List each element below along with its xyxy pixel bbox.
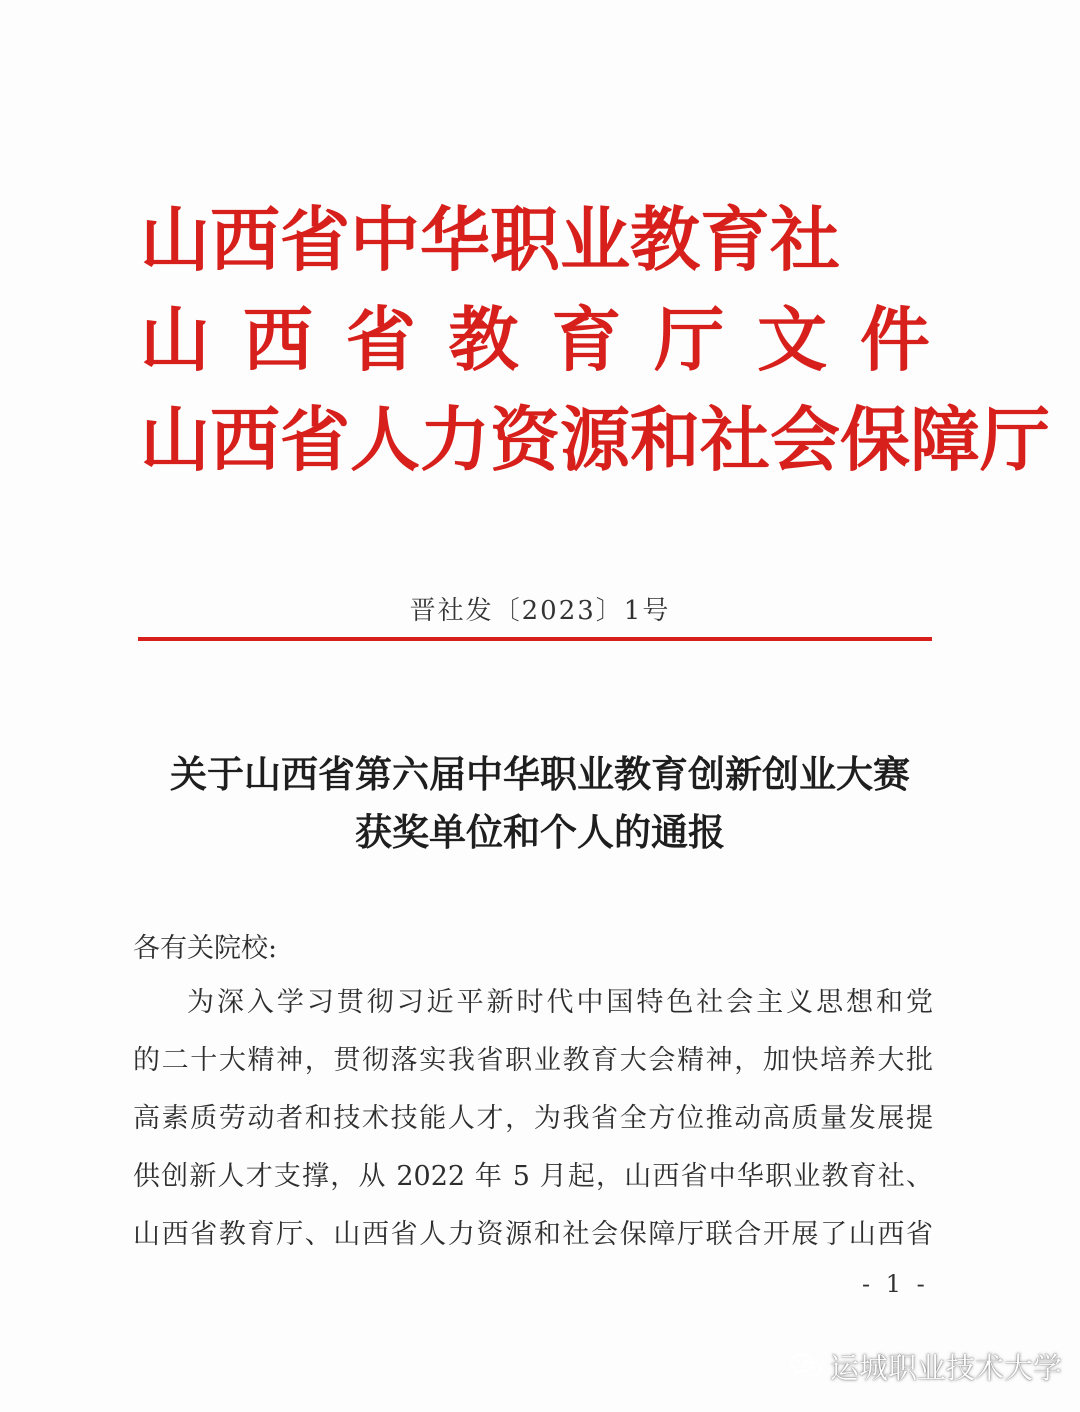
letterhead-char: 省: [345, 299, 416, 381]
page-number: - 1 -: [862, 1270, 929, 1298]
letterhead-char: 资: [490, 399, 560, 481]
letterhead-line-1: [140, 190, 840, 290]
wechat-icon: [790, 1352, 822, 1380]
salutation: 各有关院校:: [133, 933, 278, 964]
letterhead-char: 文: [757, 299, 828, 381]
letterhead-char: 会: [770, 399, 840, 481]
letterhead-char: 保: [840, 399, 910, 481]
letterhead-char: 西: [242, 299, 313, 381]
letterhead-char: 源: [560, 399, 630, 481]
body-paragraph: [133, 980, 933, 1270]
letterhead-char: 职: [490, 199, 560, 281]
title-line-1: 关于山西省第六届中华职业教育创新创业大赛: [170, 752, 910, 796]
letterhead-char: 障: [910, 399, 980, 481]
letterhead-char: 业: [560, 199, 630, 281]
body-line: 供创新人才支撑，从 2022 年 5 月起，山西省中华职业教育社、: [133, 1161, 933, 1192]
letterhead-char: 力: [420, 399, 490, 481]
letterhead-char: 山: [140, 299, 210, 381]
body-line: 高素质劳动者和技术技能人才，为我省全方位推动高质量发展提: [133, 1103, 933, 1134]
letterhead-char: 中: [350, 199, 420, 281]
letterhead-char: 西: [210, 399, 280, 481]
letterhead-char: 山: [140, 199, 210, 281]
letterhead-char: 育: [551, 299, 622, 381]
letterhead-char: 教: [630, 199, 700, 281]
letterhead-char: 育: [700, 199, 770, 281]
document-title: [0, 745, 1080, 861]
letterhead-line-2: [140, 290, 930, 390]
letterhead-char: 西: [210, 199, 280, 281]
letterhead-char: 和: [630, 399, 700, 481]
letterhead-char: 社: [770, 199, 840, 281]
letterhead-line-3: [140, 390, 1050, 490]
watermark: [790, 1346, 1062, 1386]
watermark-text: 运城职业技术大学: [830, 1350, 1063, 1385]
title-line-2: 获奖单位和个人的通报: [355, 810, 725, 854]
letterhead-char: 厅: [980, 399, 1050, 481]
body-line: 为深入学习贯彻习近平新时代中国特色社会主义思想和党: [187, 987, 933, 1018]
letterhead-char: 省: [280, 199, 350, 281]
letterhead-char: 人: [350, 399, 420, 481]
letterhead-char: 教: [448, 299, 519, 381]
letterhead: [140, 190, 1050, 490]
letterhead-char: 华: [420, 199, 490, 281]
letterhead-char: 厅: [654, 299, 725, 381]
document-number: 晋社发〔2023〕1号: [409, 596, 671, 626]
body-line: 的二十大精神，贯彻落实我省职业教育大会精神，加快培养大批: [133, 1045, 933, 1076]
body-line: 山西省教育厅、山西省人力资源和社会保障厅联合开展了山西省: [133, 1219, 933, 1250]
letterhead-char: 山: [140, 399, 210, 481]
letterhead-char: 件: [859, 299, 930, 381]
letterhead-char: 社: [700, 399, 770, 481]
letterhead-char: 省: [280, 399, 350, 481]
red-divider-line: [138, 637, 932, 641]
